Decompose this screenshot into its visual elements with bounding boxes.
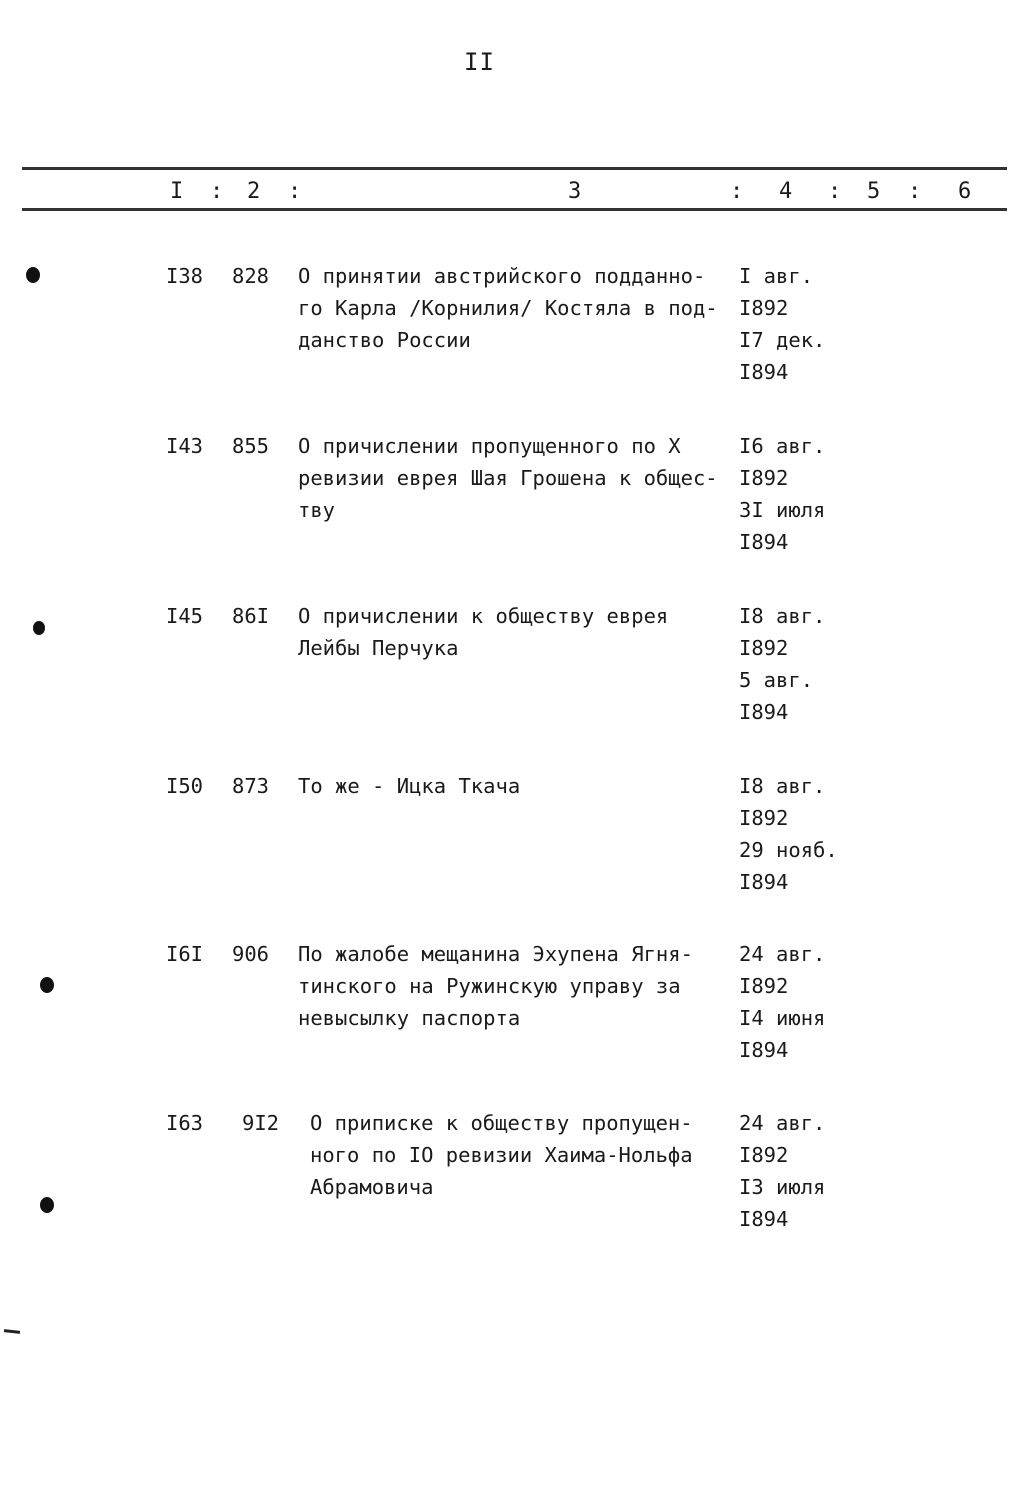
case-number: 906 (232, 942, 270, 966)
header-separator: : (288, 179, 302, 204)
header-col-3: 3 (568, 179, 582, 204)
start-year: I892 (739, 974, 789, 998)
header-separator: : (210, 179, 224, 204)
description-line: ного по IO ревизии Хаима-Нольфа (310, 1143, 693, 1167)
case-dates (739, 430, 825, 558)
case-number: 86I (232, 604, 270, 628)
start-date: I8 авг. (739, 774, 826, 798)
description-line: То же - Ицка Ткача (298, 774, 521, 798)
end-year: I894 (739, 1038, 789, 1062)
case-dates (739, 938, 825, 1066)
description-line: По жалобе мещанина Эхупена Ягня- (298, 942, 693, 966)
end-year: I894 (739, 700, 789, 724)
case-dates (739, 260, 825, 388)
description-line: О принятии австрийского подданно- (298, 264, 706, 288)
row-number: I63 (166, 1111, 204, 1135)
start-date: I8 авг. (739, 604, 826, 628)
description-line: Лейбы Перчука (298, 636, 459, 660)
end-date: I7 дек. (739, 328, 826, 352)
case-description (298, 770, 738, 802)
description-line: данство России (298, 328, 471, 352)
scan-mark (4, 1329, 20, 1334)
case-description (298, 430, 738, 526)
header-col-6: 6 (958, 179, 972, 204)
description-line: тву (298, 498, 336, 522)
case-number: 873 (232, 774, 270, 798)
start-date: 24 авг. (739, 1111, 826, 1135)
case-description (310, 1107, 750, 1203)
start-year: I892 (739, 466, 789, 490)
end-year: I894 (739, 870, 789, 894)
header-separator: : (828, 179, 842, 204)
punch-hole (40, 1197, 54, 1213)
start-date: I6 авг. (739, 434, 826, 458)
end-date: 29 нояб. (739, 838, 838, 862)
case-dates (739, 1107, 825, 1235)
case-dates (739, 600, 825, 728)
start-date: 24 авг. (739, 942, 826, 966)
end-date: 5 авг. (739, 668, 814, 692)
punch-hole (40, 977, 54, 993)
case-number: 855 (232, 434, 270, 458)
start-date: I авг. (739, 264, 814, 288)
row-number: I38 (166, 264, 204, 288)
end-date: 3I июля (739, 498, 826, 522)
end-date: I4 июня (739, 1006, 826, 1030)
case-number: 9I2 (242, 1111, 280, 1135)
row-number: I43 (166, 434, 204, 458)
case-description (298, 260, 738, 356)
punch-hole (33, 621, 45, 635)
end-date: I3 июля (739, 1175, 826, 1199)
header-separator: : (730, 179, 744, 204)
description-line: О причислении к обществу еврея (298, 604, 669, 628)
description-line: Абрамовича (310, 1175, 434, 1199)
end-year: I894 (739, 1207, 789, 1231)
header-col-1: I (170, 179, 184, 204)
header-col-2: 2 (247, 179, 261, 204)
description-line: О приписке к обществу пропущен- (310, 1111, 693, 1135)
description-line: тинского на Ружинскую управу за (298, 974, 681, 998)
start-year: I892 (739, 636, 789, 660)
case-description (298, 938, 738, 1034)
punch-hole (26, 267, 40, 283)
case-number: 828 (232, 264, 270, 288)
page-number: II (464, 48, 495, 76)
row-number: I6I (166, 942, 204, 966)
end-year: I894 (739, 360, 789, 384)
header-rule-top (22, 167, 1007, 170)
row-number: I45 (166, 604, 204, 628)
row-number: I50 (166, 774, 204, 798)
start-year: I892 (739, 1143, 789, 1167)
description-line: невысылку паспорта (298, 1006, 521, 1030)
case-description (298, 600, 738, 664)
header-col-4: 4 (779, 179, 793, 204)
header-separator: : (908, 179, 922, 204)
description-line: О причислении пропущенного по X (298, 434, 681, 458)
case-dates (739, 770, 838, 898)
end-year: I894 (739, 530, 789, 554)
description-line: го Карла /Корнилия/ Костяла в под- (298, 296, 718, 320)
description-line: ревизии еврея Шая Грошена к общес- (298, 466, 718, 490)
start-year: I892 (739, 296, 789, 320)
header-rule-bottom (22, 208, 1007, 211)
start-year: I892 (739, 806, 789, 830)
header-col-5: 5 (867, 179, 881, 204)
